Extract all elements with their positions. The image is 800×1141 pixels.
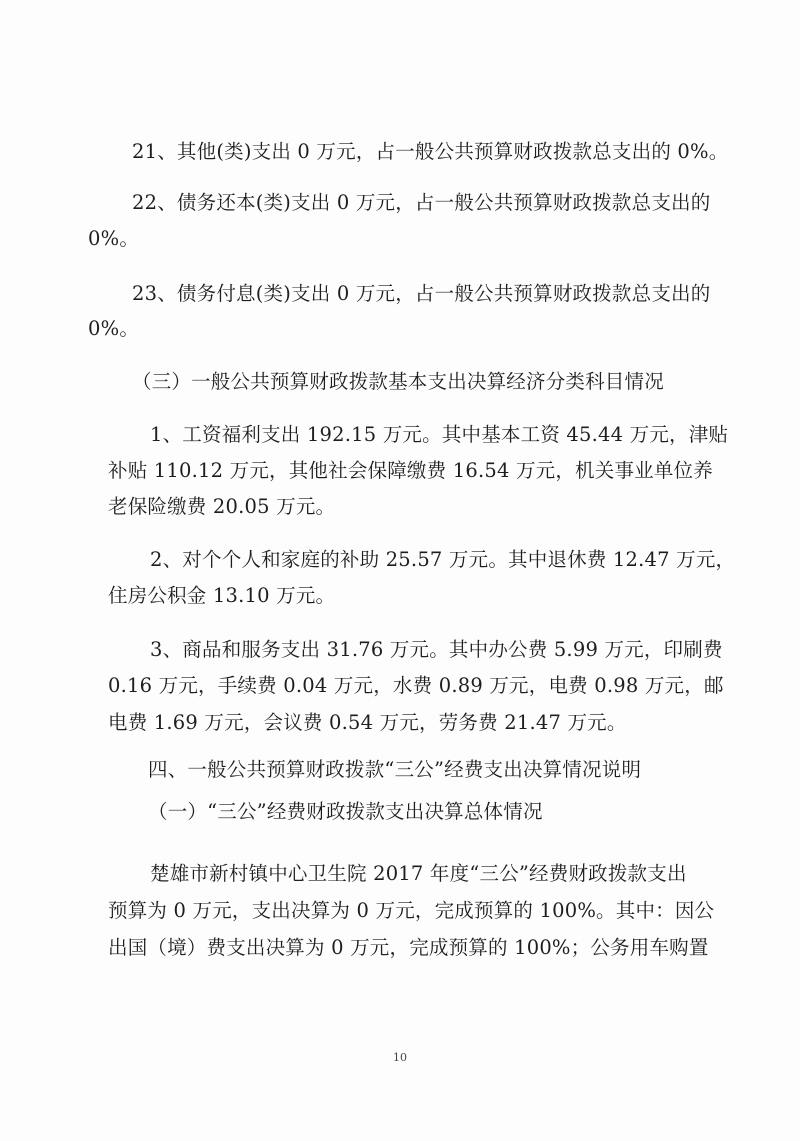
text-line-wages: 1、工资福利支出 192.15 万元。其中基本工资 45.44 万元，津贴 — [150, 423, 729, 446]
text-line-hospital-cont-1: 预算为 0 万元，支出决算为 0 万元，完成预算的 100%。其中：因公 — [108, 899, 715, 922]
section-heading-basic-expenditure: （三）一般公共预算财政拨款基本支出决算经济分类科目情况 — [132, 370, 664, 393]
section-heading-overall: （一）“三公”经费财政拨款支出决算总体情况 — [148, 800, 543, 823]
text-line-item-22-cont: 0%。 — [88, 227, 140, 250]
page-number: 10 — [393, 1051, 407, 1064]
text-line-item-22: 22、债务还本(类)支出 0 万元，占一般公共预算财政拨款总支出的 — [132, 191, 711, 214]
section-heading-three-public: 四、一般公共预算财政拨款“三公”经费支出决算情况说明 — [148, 758, 642, 781]
text-line-wages-cont-2: 老保险缴费 20.05 万元。 — [108, 495, 336, 518]
text-line-hospital: 楚雄市新村镇中心卫生院 2017 年度“三公”经费财政拨款支出 — [150, 862, 687, 885]
text-line-hospital-cont-2: 出国（境）费支出决算为 0 万元，完成预算的 100%；公务用车购置 — [108, 936, 709, 959]
text-line-subsidy-cont: 住房公积金 13.10 万元。 — [108, 584, 336, 607]
text-line-wages-cont-1: 补贴 110.12 万元，其他社会保障缴费 16.54 万元，机关事业单位养 — [108, 459, 713, 482]
text-line-goods-services: 3、商品和服务支出 31.76 万元。其中办公费 5.99 万元，印刷费 — [150, 638, 723, 661]
text-line-subsidy: 2、对个个人和家庭的补助 25.57 万元。其中退休费 12.47 万元， — [150, 548, 736, 571]
text-line-item-21: 21、其他(类)支出 0 万元，占一般公共预算财政拨款总支出的 0%。 — [132, 140, 729, 163]
text-line-item-23-cont: 0%。 — [88, 317, 140, 340]
text-line-goods-services-cont-2: 电费 1.69 万元，会议费 0.54 万元，劳务费 21.47 万元。 — [108, 711, 627, 734]
text-line-item-23: 23、债务付息(类)支出 0 万元，占一般公共预算财政拨款总支出的 — [132, 282, 711, 305]
text-line-goods-services-cont-1: 0.16 万元，手续费 0.04 万元，水费 0.89 万元，电费 0.98 万元，邮 — [108, 674, 724, 697]
